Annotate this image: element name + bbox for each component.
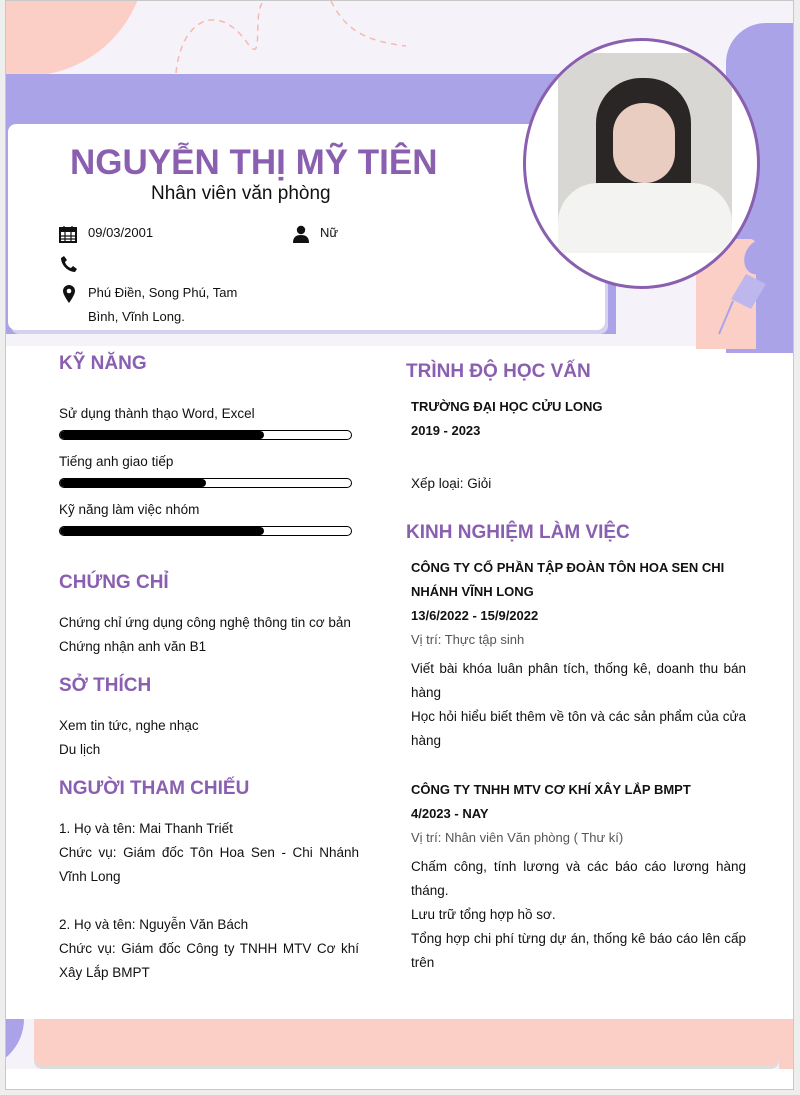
resume-page	[5, 0, 794, 1090]
full-name: NGUYỄN THỊ MỸ TIÊN	[70, 143, 438, 182]
job-company: CÔNG TY CỔ PHẦN TẬP ĐOÀN TÔN HOA SEN CHI NHÁNH VĨNH LONG	[411, 560, 725, 599]
education-period: 2019 - 2023	[411, 423, 481, 438]
reference-position: Chức vụ: Giám đốc Công ty TNHH MTV Cơ khí Xây Lắp BMPT	[59, 941, 359, 980]
job-company: CÔNG TY TNHH MTV CƠ KHÍ XÂY LẮP BMPT	[411, 782, 691, 797]
certificates-heading: CHỨNG CHỈ	[59, 572, 169, 593]
footer-peach-edge	[779, 1019, 794, 1069]
skill-bar	[59, 430, 352, 440]
hobby-item: Xem tin tức, nghe nhạc	[59, 718, 199, 733]
skill-bar	[59, 478, 352, 488]
references-heading: NGƯỜI THAM CHIẾU	[59, 778, 250, 799]
address-line1: Phú Điền, Song Phú, Tam	[88, 285, 238, 300]
reference-name: 1. Họ và tên: Mai Thanh Triết	[59, 821, 233, 836]
skill-bar-fill	[60, 479, 206, 487]
job-role: Vị trí: Nhân viên Văn phòng ( Thư kí)	[411, 830, 624, 845]
phone-icon	[60, 255, 78, 273]
job-period: 4/2023 - NAY	[411, 806, 489, 821]
skill-label: Kỹ năng làm việc nhóm	[59, 502, 200, 517]
hobbies-heading: SỞ THÍCH	[59, 675, 152, 696]
profile-photo	[558, 53, 732, 251]
skill-label: Sử dụng thành thạo Word, Excel	[59, 406, 255, 421]
job-task: Viết bài khóa luân phân tích, thống kê, doanh thu bán hàng	[411, 661, 746, 700]
skill-bar	[59, 526, 352, 536]
reference-position: Chức vụ: Giám đốc Tôn Hoa Sen - Chi Nhánh Vĩnh Long	[59, 845, 359, 884]
hobby-item: Du lịch	[59, 742, 101, 757]
education-grade: Xếp loại: Giỏi	[411, 476, 492, 491]
gender: Nữ	[320, 225, 339, 240]
footer-peach-band	[34, 1019, 779, 1066]
skills-heading: KỸ NĂNG	[59, 353, 147, 374]
skill-bar-fill	[60, 431, 264, 439]
education-heading: TRÌNH ĐỘ HỌC VẤN	[406, 361, 591, 382]
job-period: 13/6/2022 - 15/9/2022	[411, 608, 539, 623]
birthdate: 09/03/2001	[88, 225, 154, 240]
job-task: Chấm công, tính lương và các báo cáo lương hàng tháng.	[411, 859, 746, 898]
school-name: TRƯỜNG ĐẠI HỌC CỬU LONG	[411, 399, 603, 414]
location-pin-icon	[60, 285, 78, 303]
address-line2: Bình, Vĩnh Long.	[88, 309, 185, 324]
skill-bar-fill	[60, 527, 264, 535]
certificate-item: Chứng nhận anh văn B1	[59, 639, 207, 654]
certificate-item: Chứng chỉ ứng dụng công nghệ thông tin cơ bản	[59, 615, 351, 630]
person-icon	[292, 225, 310, 243]
job-task: Lưu trữ tổng hợp hồ sơ.	[411, 907, 556, 922]
job-task: Tổng hợp chi phí từng dự án, thống kê báo cáo lên cấp trên	[411, 931, 746, 970]
skill-label: Tiếng anh giao tiếp	[59, 454, 174, 469]
job-title: Nhân viên văn phòng	[151, 183, 331, 204]
calendar-icon	[59, 225, 77, 243]
experience-heading: KINH NGHIỆM LÀM VIỆC	[406, 522, 630, 543]
reference-name: 2. Họ và tên: Nguyễn Văn Bách	[59, 917, 249, 932]
job-role: Vị trí: Thực tập sinh	[411, 632, 525, 647]
job-task: Học hỏi hiểu biết thêm về tôn và các sản phẩm của cửa hàng	[411, 709, 746, 748]
profile-photo-frame	[523, 38, 760, 289]
